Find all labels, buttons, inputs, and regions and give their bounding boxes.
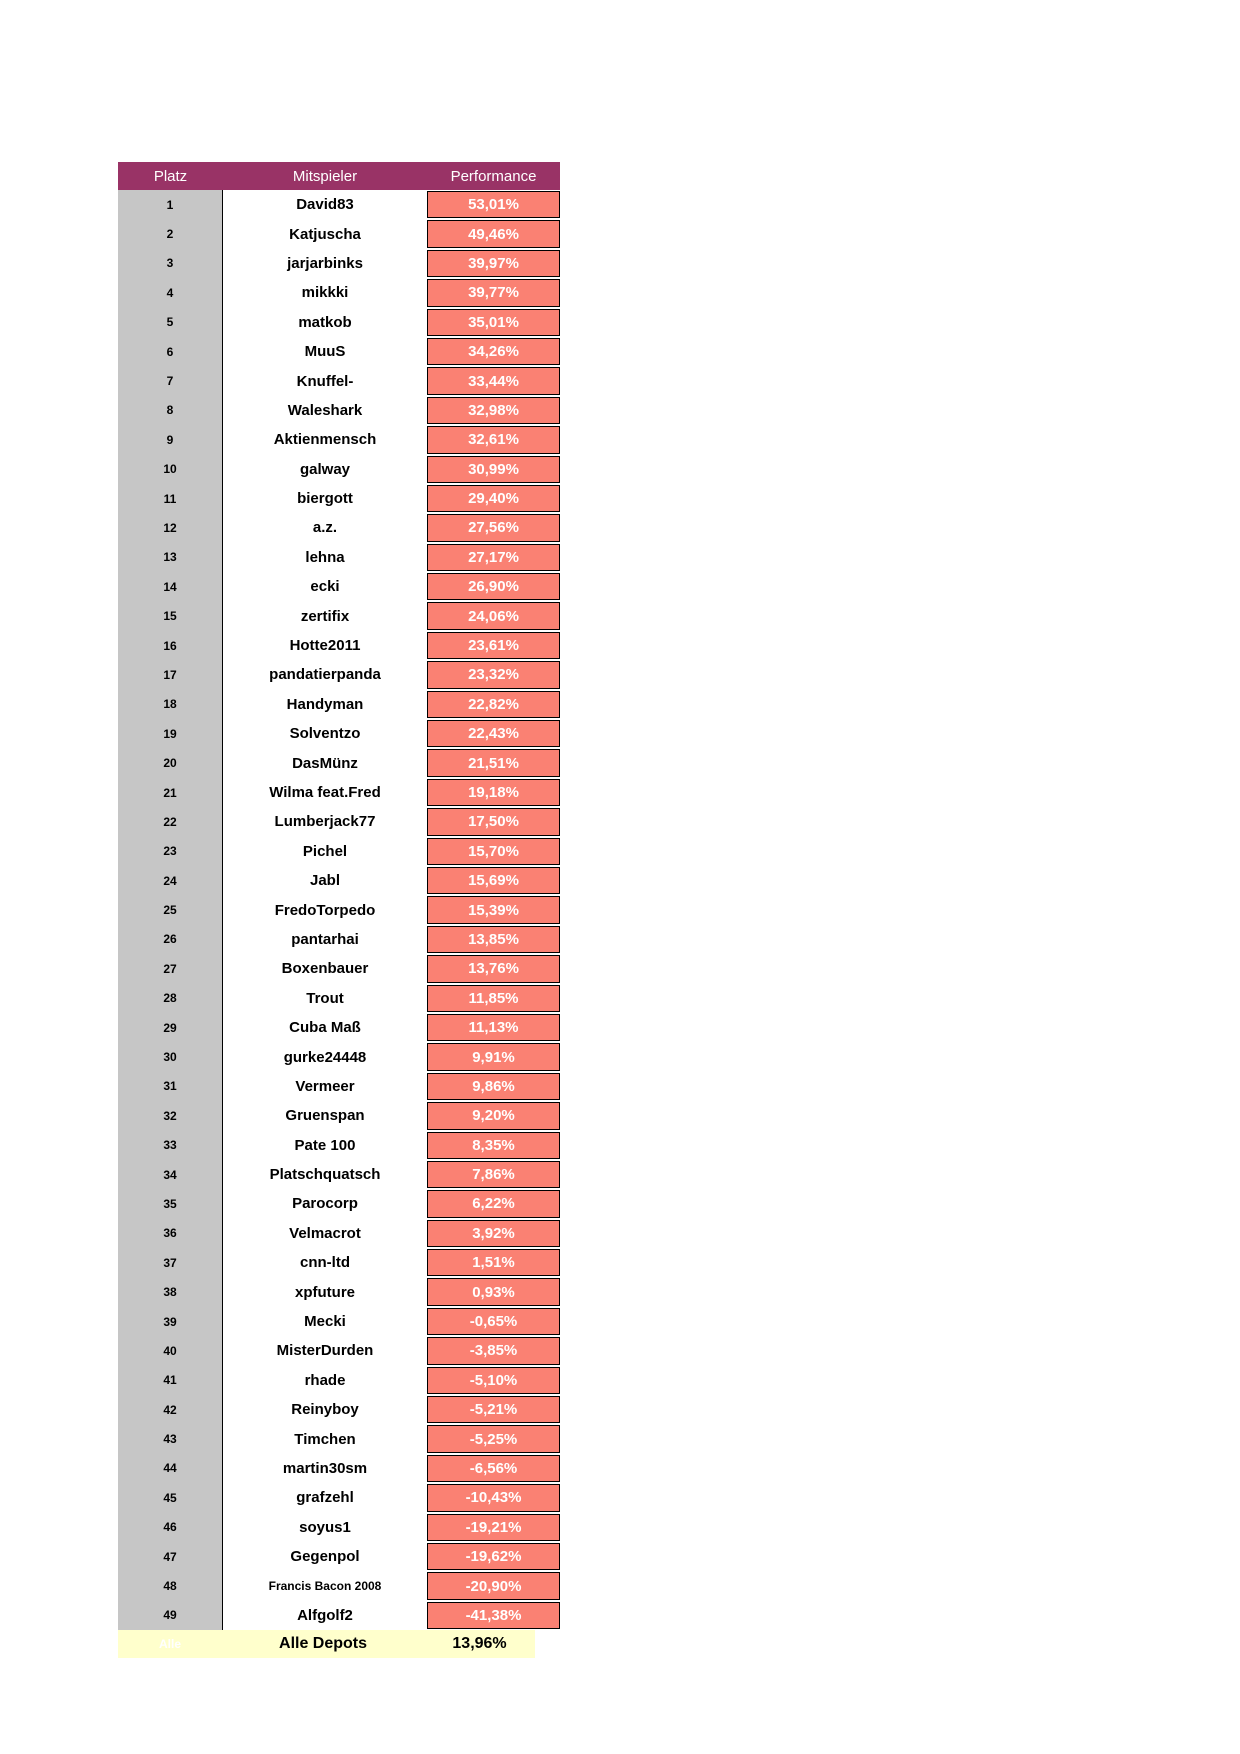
player-cell: Timchen bbox=[223, 1424, 427, 1453]
rank-cell: 43 bbox=[118, 1424, 223, 1453]
rank-cell: 9 bbox=[118, 425, 223, 454]
performance-value: -6,56% bbox=[427, 1455, 560, 1482]
performance-cell bbox=[427, 1424, 560, 1453]
performance-cell bbox=[427, 1542, 560, 1571]
player-cell: ecki bbox=[223, 572, 427, 601]
performance-value: 23,32% bbox=[427, 661, 560, 688]
rank-cell: 21 bbox=[118, 778, 223, 807]
rank-cell: 44 bbox=[118, 1454, 223, 1483]
header-performance: Performance bbox=[450, 167, 537, 185]
table-row bbox=[118, 984, 560, 1013]
rank-cell: 36 bbox=[118, 1219, 223, 1248]
rank-cell: 18 bbox=[118, 690, 223, 719]
table-row bbox=[118, 337, 560, 366]
table-row bbox=[118, 1072, 560, 1101]
rank-cell: 7 bbox=[118, 366, 223, 395]
rank-cell: 45 bbox=[118, 1483, 223, 1512]
header-mitspieler: Mitspieler bbox=[292, 167, 358, 185]
performance-cell bbox=[427, 425, 560, 454]
table-row bbox=[118, 719, 560, 748]
performance-value: 15,39% bbox=[427, 896, 560, 923]
player-cell: matkob bbox=[223, 308, 427, 337]
table-row bbox=[118, 455, 560, 484]
performance-value: 15,70% bbox=[427, 838, 560, 865]
rank-cell: 24 bbox=[118, 866, 223, 895]
rank-cell: 8 bbox=[118, 396, 223, 425]
performance-cell bbox=[427, 719, 560, 748]
performance-cell bbox=[427, 219, 560, 248]
table-row bbox=[118, 1483, 560, 1512]
performance-cell bbox=[427, 778, 560, 807]
player-cell: pantarhai bbox=[223, 925, 427, 954]
table-row bbox=[118, 807, 560, 836]
performance-value: 9,91% bbox=[427, 1043, 560, 1070]
performance-cell bbox=[427, 1042, 560, 1071]
player-cell: Alfgolf2 bbox=[223, 1601, 427, 1630]
table-row bbox=[118, 1424, 560, 1453]
table-row bbox=[118, 543, 560, 572]
performance-value: 7,86% bbox=[427, 1161, 560, 1188]
player-cell: Vermeer bbox=[223, 1072, 427, 1101]
table-row bbox=[118, 1248, 560, 1277]
rank-cell: 16 bbox=[118, 631, 223, 660]
performance-cell bbox=[427, 601, 560, 630]
player-cell: rhade bbox=[223, 1366, 427, 1395]
performance-value: 11,85% bbox=[427, 985, 560, 1012]
performance-value: -20,90% bbox=[427, 1572, 560, 1599]
player-cell: David83 bbox=[223, 190, 427, 219]
performance-cell bbox=[427, 1101, 560, 1130]
performance-cell bbox=[427, 690, 560, 719]
rank-cell: 49 bbox=[118, 1601, 223, 1630]
table-row bbox=[118, 866, 560, 895]
rank-cell: 47 bbox=[118, 1542, 223, 1571]
rank-cell: 28 bbox=[118, 984, 223, 1013]
player-cell: MisterDurden bbox=[223, 1336, 427, 1365]
performance-cell bbox=[427, 1248, 560, 1277]
performance-cell bbox=[427, 1131, 560, 1160]
rank-cell: 22 bbox=[118, 807, 223, 836]
performance-cell bbox=[427, 1013, 560, 1042]
performance-cell bbox=[427, 1219, 560, 1248]
rank-cell: 38 bbox=[118, 1277, 223, 1306]
player-cell: Handyman bbox=[223, 690, 427, 719]
performance-cell bbox=[427, 249, 560, 278]
table-row bbox=[118, 837, 560, 866]
footer-rank-label: Alle bbox=[158, 1637, 181, 1652]
player-cell: Pichel bbox=[223, 837, 427, 866]
performance-value: 11,13% bbox=[427, 1014, 560, 1041]
performance-value: 35,01% bbox=[427, 309, 560, 336]
player-cell: Aktienmensch bbox=[223, 425, 427, 454]
performance-value: -5,10% bbox=[427, 1367, 560, 1394]
footer-row bbox=[118, 1630, 535, 1658]
player-cell: soyus1 bbox=[223, 1513, 427, 1542]
performance-cell bbox=[427, 631, 560, 660]
rank-cell: 10 bbox=[118, 455, 223, 484]
performance-cell bbox=[427, 1601, 560, 1630]
performance-cell bbox=[427, 1277, 560, 1306]
rank-cell: 34 bbox=[118, 1160, 223, 1189]
performance-cell bbox=[427, 1454, 560, 1483]
player-cell: Wilma feat.Fred bbox=[223, 778, 427, 807]
player-cell: Platschquatsch bbox=[223, 1160, 427, 1189]
player-cell: a.z. bbox=[223, 513, 427, 542]
rank-cell: 12 bbox=[118, 513, 223, 542]
footer-player-label: Alle Depots bbox=[279, 1635, 368, 1653]
performance-cell bbox=[427, 513, 560, 542]
performance-value: 39,97% bbox=[427, 250, 560, 277]
performance-cell bbox=[427, 1395, 560, 1424]
rank-cell: 19 bbox=[118, 719, 223, 748]
performance-value: 27,56% bbox=[427, 514, 560, 541]
performance-value: -10,43% bbox=[427, 1484, 560, 1511]
performance-value: 30,99% bbox=[427, 456, 560, 483]
table-row bbox=[118, 895, 560, 924]
table-row bbox=[118, 1219, 560, 1248]
performance-value: 13,76% bbox=[427, 955, 560, 982]
rank-cell: 2 bbox=[118, 219, 223, 248]
table-row bbox=[118, 513, 560, 542]
table-row bbox=[118, 249, 560, 278]
rank-cell: 20 bbox=[118, 748, 223, 777]
rank-cell: 5 bbox=[118, 308, 223, 337]
performance-cell bbox=[427, 1072, 560, 1101]
performance-value: -41,38% bbox=[427, 1602, 560, 1629]
table-row bbox=[118, 1013, 560, 1042]
performance-cell bbox=[427, 484, 560, 513]
player-cell: Waleshark bbox=[223, 396, 427, 425]
player-cell: jarjarbinks bbox=[223, 249, 427, 278]
performance-value: 13,85% bbox=[427, 926, 560, 953]
table-row bbox=[118, 190, 560, 219]
player-cell: mikkki bbox=[223, 278, 427, 307]
rank-cell: 41 bbox=[118, 1366, 223, 1395]
performance-cell bbox=[427, 954, 560, 983]
player-cell: Hotte2011 bbox=[223, 631, 427, 660]
rank-cell: 15 bbox=[118, 601, 223, 630]
player-cell: DasMünz bbox=[223, 748, 427, 777]
rank-cell: 27 bbox=[118, 954, 223, 983]
table-row bbox=[118, 778, 560, 807]
player-cell: pandatierpanda bbox=[223, 660, 427, 689]
header-platz: Platz bbox=[153, 167, 188, 185]
player-cell: Trout bbox=[223, 984, 427, 1013]
performance-cell bbox=[427, 660, 560, 689]
table-row bbox=[118, 631, 560, 660]
rank-cell: 37 bbox=[118, 1248, 223, 1277]
performance-value: -19,21% bbox=[427, 1514, 560, 1541]
rank-cell: 46 bbox=[118, 1513, 223, 1542]
rank-cell: 4 bbox=[118, 278, 223, 307]
performance-cell bbox=[427, 1307, 560, 1336]
performance-cell bbox=[427, 190, 560, 219]
rank-cell: 33 bbox=[118, 1131, 223, 1160]
player-cell: Gruenspan bbox=[223, 1101, 427, 1130]
performance-cell bbox=[427, 1366, 560, 1395]
table-row bbox=[118, 366, 560, 395]
table-row bbox=[118, 1160, 560, 1189]
performance-value: 3,92% bbox=[427, 1220, 560, 1247]
rank-cell: 40 bbox=[118, 1336, 223, 1365]
rank-cell: 30 bbox=[118, 1042, 223, 1071]
player-cell: galway bbox=[223, 455, 427, 484]
performance-value: 49,46% bbox=[427, 220, 560, 247]
player-cell: zertifix bbox=[223, 601, 427, 630]
table-row bbox=[118, 1513, 560, 1542]
performance-value: -5,25% bbox=[427, 1425, 560, 1452]
performance-value: -19,62% bbox=[427, 1543, 560, 1570]
performance-value: 29,40% bbox=[427, 485, 560, 512]
rank-cell: 6 bbox=[118, 337, 223, 366]
performance-value: 32,61% bbox=[427, 426, 560, 453]
performance-value: 22,43% bbox=[427, 720, 560, 747]
rank-cell: 29 bbox=[118, 1013, 223, 1042]
table-row bbox=[118, 748, 560, 777]
table-row bbox=[118, 1336, 560, 1365]
performance-value: -0,65% bbox=[427, 1308, 560, 1335]
performance-value: 8,35% bbox=[427, 1132, 560, 1159]
player-cell: Katjuscha bbox=[223, 219, 427, 248]
performance-value: -5,21% bbox=[427, 1396, 560, 1423]
performance-cell bbox=[427, 1571, 560, 1600]
player-cell: Lumberjack77 bbox=[223, 807, 427, 836]
performance-cell bbox=[427, 866, 560, 895]
performance-cell bbox=[427, 984, 560, 1013]
player-cell: Knuffel- bbox=[223, 366, 427, 395]
performance-cell bbox=[427, 572, 560, 601]
performance-value: 53,01% bbox=[427, 191, 560, 218]
table-row bbox=[118, 1366, 560, 1395]
performance-value: 24,06% bbox=[427, 602, 560, 629]
player-cell: gurke24448 bbox=[223, 1042, 427, 1071]
performance-value: 21,51% bbox=[427, 749, 560, 776]
leaderboard-table bbox=[118, 162, 560, 1658]
table-row bbox=[118, 1454, 560, 1483]
rank-cell: 3 bbox=[118, 249, 223, 278]
player-cell: Pate 100 bbox=[223, 1131, 427, 1160]
footer-performance-value: 13,96% bbox=[452, 1635, 507, 1653]
player-cell: MuuS bbox=[223, 337, 427, 366]
table-row bbox=[118, 396, 560, 425]
table-row bbox=[118, 954, 560, 983]
performance-cell bbox=[427, 455, 560, 484]
table-row bbox=[118, 601, 560, 630]
performance-value: 22,82% bbox=[427, 691, 560, 718]
table-body bbox=[118, 190, 560, 1630]
table-row bbox=[118, 572, 560, 601]
performance-value: 27,17% bbox=[427, 544, 560, 571]
performance-cell bbox=[427, 925, 560, 954]
rank-cell: 14 bbox=[118, 572, 223, 601]
table-row bbox=[118, 219, 560, 248]
table-row bbox=[118, 1601, 560, 1630]
table-row bbox=[118, 660, 560, 689]
rank-cell: 23 bbox=[118, 837, 223, 866]
performance-cell bbox=[427, 543, 560, 572]
performance-value: -3,85% bbox=[427, 1337, 560, 1364]
performance-value: 1,51% bbox=[427, 1249, 560, 1276]
table-row bbox=[118, 1042, 560, 1071]
table-row bbox=[118, 1277, 560, 1306]
player-cell: Velmacrot bbox=[223, 1219, 427, 1248]
performance-value: 33,44% bbox=[427, 367, 560, 394]
performance-value: 23,61% bbox=[427, 632, 560, 659]
table-row bbox=[118, 278, 560, 307]
player-cell: grafzehl bbox=[223, 1483, 427, 1512]
player-cell: martin30sm bbox=[223, 1454, 427, 1483]
rank-cell: 42 bbox=[118, 1395, 223, 1424]
player-cell: Cuba Maß bbox=[223, 1013, 427, 1042]
table-row bbox=[118, 1131, 560, 1160]
table-row bbox=[118, 425, 560, 454]
performance-value: 9,86% bbox=[427, 1073, 560, 1100]
table-row bbox=[118, 925, 560, 954]
table-row bbox=[118, 1542, 560, 1571]
player-cell: Francis Bacon 2008 bbox=[223, 1571, 427, 1600]
table-row bbox=[118, 690, 560, 719]
performance-cell bbox=[427, 1513, 560, 1542]
player-cell: xpfuture bbox=[223, 1277, 427, 1306]
table-row bbox=[118, 1571, 560, 1600]
player-cell: Mecki bbox=[223, 1307, 427, 1336]
performance-cell bbox=[427, 895, 560, 924]
performance-cell bbox=[427, 278, 560, 307]
player-cell: Parocorp bbox=[223, 1189, 427, 1218]
performance-value: 9,20% bbox=[427, 1102, 560, 1129]
player-cell: Jabl bbox=[223, 866, 427, 895]
performance-cell bbox=[427, 1483, 560, 1512]
performance-value: 15,69% bbox=[427, 867, 560, 894]
table-row bbox=[118, 1101, 560, 1130]
player-cell: lehna bbox=[223, 543, 427, 572]
rank-cell: 13 bbox=[118, 543, 223, 572]
rank-cell: 35 bbox=[118, 1189, 223, 1218]
performance-value: 39,77% bbox=[427, 279, 560, 306]
performance-cell bbox=[427, 748, 560, 777]
table-row bbox=[118, 308, 560, 337]
rank-cell: 25 bbox=[118, 895, 223, 924]
player-cell: Solventzo bbox=[223, 719, 427, 748]
performance-cell bbox=[427, 396, 560, 425]
rank-cell: 39 bbox=[118, 1307, 223, 1336]
table-row bbox=[118, 1189, 560, 1218]
table-header-row bbox=[118, 162, 560, 190]
table-row bbox=[118, 484, 560, 513]
rank-cell: 17 bbox=[118, 660, 223, 689]
player-cell: Reinyboy bbox=[223, 1395, 427, 1424]
performance-value: 34,26% bbox=[427, 338, 560, 365]
performance-cell bbox=[427, 308, 560, 337]
performance-cell bbox=[427, 1336, 560, 1365]
performance-cell bbox=[427, 1160, 560, 1189]
performance-value: 6,22% bbox=[427, 1190, 560, 1217]
performance-value: 32,98% bbox=[427, 397, 560, 424]
performance-cell bbox=[427, 807, 560, 836]
rank-cell: 31 bbox=[118, 1072, 223, 1101]
performance-value: 26,90% bbox=[427, 573, 560, 600]
performance-value: 0,93% bbox=[427, 1278, 560, 1305]
rank-cell: 48 bbox=[118, 1571, 223, 1600]
performance-cell bbox=[427, 337, 560, 366]
rank-cell: 1 bbox=[118, 190, 223, 219]
performance-cell bbox=[427, 837, 560, 866]
performance-value: 19,18% bbox=[427, 779, 560, 806]
rank-cell: 32 bbox=[118, 1101, 223, 1130]
performance-value: 17,50% bbox=[427, 808, 560, 835]
player-cell: Gegenpol bbox=[223, 1542, 427, 1571]
rank-cell: 11 bbox=[118, 484, 223, 513]
table-row bbox=[118, 1307, 560, 1336]
performance-cell bbox=[427, 366, 560, 395]
player-cell: biergott bbox=[223, 484, 427, 513]
table-row bbox=[118, 1395, 560, 1424]
player-cell: cnn-ltd bbox=[223, 1248, 427, 1277]
rank-cell: 26 bbox=[118, 925, 223, 954]
performance-cell bbox=[427, 1189, 560, 1218]
player-cell: FredoTorpedo bbox=[223, 895, 427, 924]
player-cell: Boxenbauer bbox=[223, 954, 427, 983]
